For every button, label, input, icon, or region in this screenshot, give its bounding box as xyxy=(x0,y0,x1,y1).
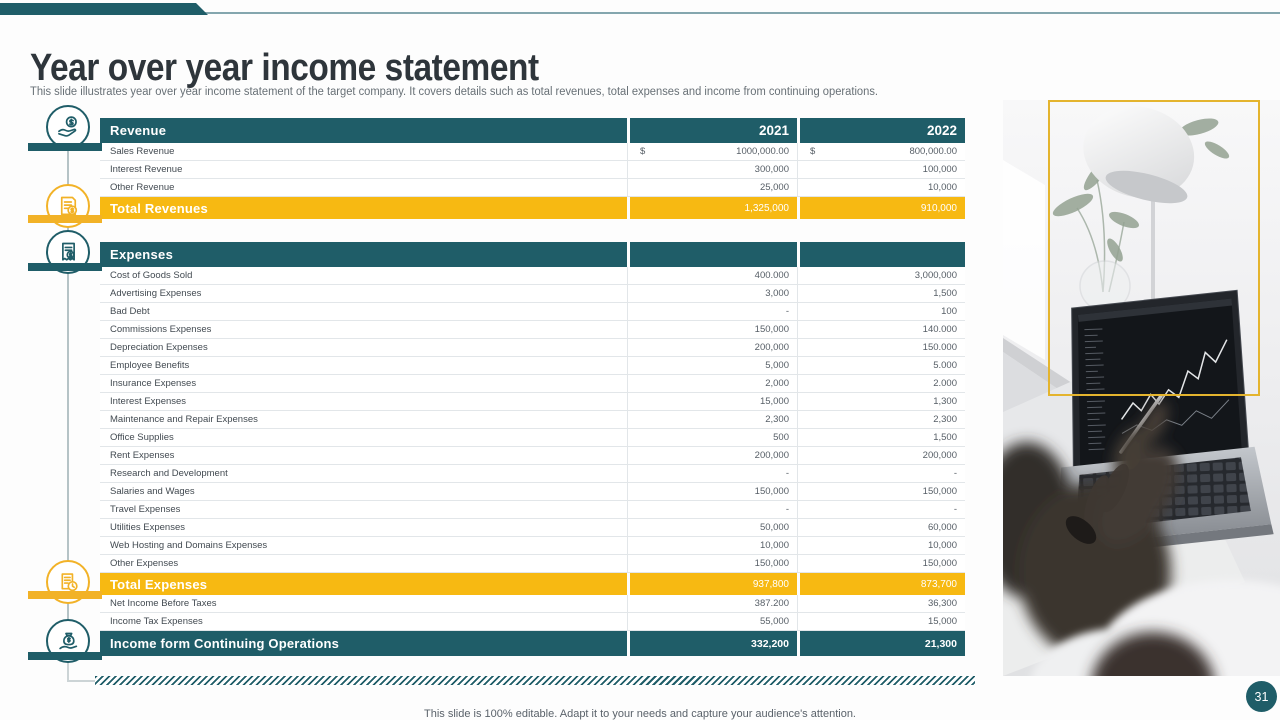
table-row xyxy=(100,501,965,519)
value-2021: 10,000 xyxy=(627,537,797,554)
row-label: Total Revenues xyxy=(100,197,627,219)
table-row xyxy=(100,465,965,483)
row-label: Office Supplies xyxy=(110,432,174,443)
value-2022: 21,300 xyxy=(800,631,965,656)
value-2021: 332,200 xyxy=(630,631,797,656)
value-2022: 36,300 xyxy=(797,595,965,612)
row-label: Expenses xyxy=(100,242,627,267)
footer-note: This slide is 100% editable. Adapt it to your needs and capture your audience's attention. xyxy=(424,708,856,720)
hatched-divider-bar xyxy=(95,676,975,685)
table-row xyxy=(100,631,965,656)
value-2021: 15,000 xyxy=(627,393,797,410)
table-row xyxy=(100,595,965,613)
value-2022: - xyxy=(797,465,965,482)
table-row xyxy=(100,483,965,501)
row-label: Net Income Before Taxes xyxy=(110,598,217,609)
value-2022: 10,000 xyxy=(797,537,965,554)
table-row xyxy=(100,613,965,631)
table-row xyxy=(100,375,965,393)
value-2022: $ 800,000.00 xyxy=(797,143,965,160)
value-2022: 140.000 xyxy=(797,321,965,338)
value-2021: 150,000 xyxy=(627,555,797,572)
table-row xyxy=(100,339,965,357)
table-row xyxy=(100,447,965,465)
table-row xyxy=(100,411,965,429)
value-2021: 2,300 xyxy=(627,411,797,428)
value-2021: 200,000 xyxy=(627,447,797,464)
rail-bar-total-expenses xyxy=(28,591,102,599)
value-2022: 200,000 xyxy=(797,447,965,464)
value-2021: - xyxy=(627,465,797,482)
row-label: Other Revenue xyxy=(110,182,175,193)
row-label: Total Expenses xyxy=(100,573,627,595)
value-2022: 873,700 xyxy=(800,573,965,595)
table-row xyxy=(100,267,965,285)
row-label: Depreciation Expenses xyxy=(110,342,208,353)
value-2022: 1,500 xyxy=(797,285,965,302)
value-2022 xyxy=(800,242,965,267)
value-2021: 387.200 xyxy=(627,595,797,612)
value-2021: 150,000 xyxy=(627,483,797,500)
value-2021: 150,000 xyxy=(627,321,797,338)
row-label: Interest Revenue xyxy=(110,164,183,175)
value-2022: 15,000 xyxy=(797,613,965,630)
row-label: Income form Continuing Operations xyxy=(100,631,627,656)
value-2022: 150,000 xyxy=(797,483,965,500)
table-row xyxy=(100,393,965,411)
top-accent-bar xyxy=(0,3,208,15)
value-2021: 400.000 xyxy=(627,267,797,284)
value-2022: 1,300 xyxy=(797,393,965,410)
table-row xyxy=(100,555,965,573)
value-2022: 2.000 xyxy=(797,375,965,392)
value-2021: 2,000 xyxy=(627,375,797,392)
table-row xyxy=(100,179,965,197)
table-row xyxy=(100,519,965,537)
row-label: Cost of Goods Sold xyxy=(110,270,193,281)
value-2022: 10,000 xyxy=(797,179,965,196)
row-label: Income Tax Expenses xyxy=(110,616,203,627)
value-2021: - xyxy=(627,501,797,518)
value-2021: 200,000 xyxy=(627,339,797,356)
value-2022: 910,000 xyxy=(800,197,965,219)
row-label: Advertising Expenses xyxy=(110,288,202,299)
value-2021: 500 xyxy=(627,429,797,446)
value-2021 xyxy=(630,242,797,267)
table-row xyxy=(100,321,965,339)
row-label: Travel Expenses xyxy=(110,504,181,515)
row-label: Other Expenses xyxy=(110,558,179,569)
table-row xyxy=(100,429,965,447)
table-row xyxy=(100,143,965,161)
value-2022: 5.000 xyxy=(797,357,965,374)
value-2021: 5,000 xyxy=(627,357,797,374)
value-2022: 2022 xyxy=(800,118,965,143)
row-label: Utilities Expenses xyxy=(110,522,185,533)
row-label: Web Hosting and Domains Expenses xyxy=(110,540,268,551)
rail-bar-expenses xyxy=(28,263,102,271)
value-2021: 300,000 xyxy=(627,161,797,178)
rail-bar-total-revenues xyxy=(28,215,102,223)
row-label: Revenue xyxy=(100,118,627,143)
table-spacer xyxy=(100,219,965,242)
value-2022: 100,000 xyxy=(797,161,965,178)
value-2022: 150.000 xyxy=(797,339,965,356)
table-row xyxy=(100,573,965,595)
value-2021: 25,000 xyxy=(627,179,797,196)
value-2021: 50,000 xyxy=(627,519,797,536)
table-row xyxy=(100,537,965,555)
row-label: Rent Expenses xyxy=(110,450,175,461)
connector-line-vertical xyxy=(67,660,69,681)
row-label: Bad Debt xyxy=(110,306,150,317)
row-label: Interest Expenses xyxy=(110,396,187,407)
rail-bar-income-operations xyxy=(28,652,102,660)
value-2022: 2,300 xyxy=(797,411,965,428)
value-2021: 55,000 xyxy=(627,613,797,630)
table-row xyxy=(100,242,965,267)
row-label: Sales Revenue xyxy=(110,146,175,157)
table-row xyxy=(100,357,965,375)
value-2022: 60,000 xyxy=(797,519,965,536)
income-table xyxy=(100,118,965,656)
office-photo-illustration xyxy=(1003,100,1280,676)
table-row xyxy=(100,303,965,321)
page-subtitle: This slide illustrates year over year income statement of the target company. It covers details such as total revenues, total expenses and income from continuing operations. xyxy=(30,85,879,98)
table-row xyxy=(100,161,965,179)
row-label: Maintenance and Repair Expenses xyxy=(110,414,258,425)
value-2022: 3,000,000 xyxy=(797,267,965,284)
row-label: Employee Benefits xyxy=(110,360,190,371)
value-2021: $ 1000,000.00 xyxy=(627,143,797,160)
table-row xyxy=(100,197,965,219)
value-2021: 2021 xyxy=(630,118,797,143)
value-2022: 150,000 xyxy=(797,555,965,572)
page-number-badge: 31 xyxy=(1246,681,1277,712)
value-2021: 937,800 xyxy=(630,573,797,595)
value-2022: 1,500 xyxy=(797,429,965,446)
value-2021: 3,000 xyxy=(627,285,797,302)
row-label: Commissions Expenses xyxy=(110,324,212,335)
value-2021: 1,325,000 xyxy=(630,197,797,219)
page-title: Year over year income statement xyxy=(30,47,539,90)
office-photo xyxy=(1003,100,1280,676)
table-row xyxy=(100,285,965,303)
row-label: Research and Development xyxy=(110,468,228,479)
connector-line-horizontal xyxy=(67,680,95,682)
row-label: Salaries and Wages xyxy=(110,486,195,497)
value-2022: - xyxy=(797,501,965,518)
rail-bar-revenue xyxy=(28,143,102,151)
table-row xyxy=(100,118,965,143)
row-label: Insurance Expenses xyxy=(110,378,197,389)
value-2021: - xyxy=(627,303,797,320)
value-2022: 100 xyxy=(797,303,965,320)
